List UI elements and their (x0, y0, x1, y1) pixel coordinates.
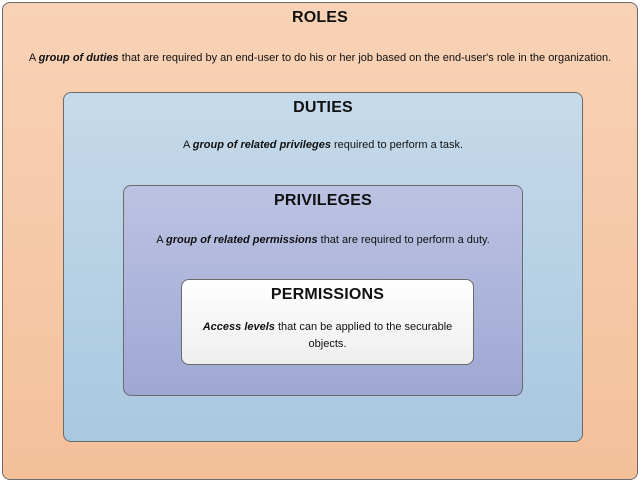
privileges-description (124, 232, 522, 249)
permissions-desc-emphasis: Access levels (202, 321, 275, 333)
duties-title: DUTIES (293, 99, 353, 116)
privileges-desc-suffix: that are required to perform a duty. (317, 234, 490, 246)
privileges-desc-prefix: A (156, 234, 166, 246)
permissions-box (181, 279, 474, 365)
privileges-box (123, 185, 523, 396)
roles-box (2, 2, 638, 480)
roles-desc-suffix: that are required by an end-user to do his or her job based on the end-user's role in the organization. (118, 52, 612, 64)
roles-title: ROLES (291, 9, 349, 26)
duties-desc-prefix: A (183, 139, 193, 151)
roles-desc-prefix: A (28, 52, 39, 64)
roles-desc-emphasis: group of duties (38, 52, 119, 64)
roles-description (3, 50, 637, 67)
permissions-title: PERMISSIONS (270, 286, 385, 303)
duties-box (63, 92, 583, 442)
privileges-title: PRIVILEGES (273, 192, 373, 209)
duties-desc-emphasis: group of related privileges (192, 139, 331, 151)
permissions-desc-suffix: that can be applied to the securable objects. (274, 321, 453, 350)
privileges-desc-emphasis: group of related permissions (165, 234, 318, 246)
duties-description (64, 137, 582, 154)
duties-desc-suffix: required to perform a task. (330, 139, 463, 151)
permissions-description (202, 319, 453, 353)
